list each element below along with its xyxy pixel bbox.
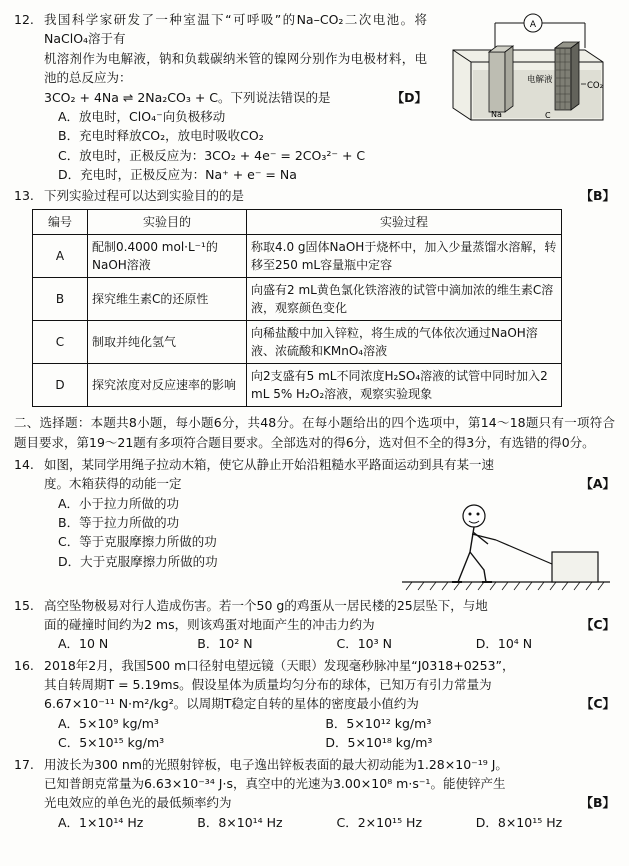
question-14-line-2: 度。木箱获得的动能一定 <box>44 476 182 492</box>
question-12-answer: 【D】 <box>391 89 427 105</box>
question-17-option-d[interactable]: D．8×10¹⁵ Hz <box>475 814 563 830</box>
question-17-line-3: 光电效应的单色光的最低频率约为 <box>44 795 232 811</box>
row-a-process: 称取4.0 g固体NaOH于烧杯中，加入少量蒸馏水溶解，转移至250 mL容量瓶中定容 <box>247 234 562 277</box>
question-16 <box>14 656 615 753</box>
pulling-box-svg <box>400 494 615 594</box>
question-15-options <box>58 634 615 653</box>
row-c-purpose: 制取并纯化氢气 <box>88 320 247 363</box>
question-15-line-2: 面的碰撞时间约为2 ms，则该鸡蛋对地面产生的冲击力约为 <box>44 616 375 632</box>
figure-na-co2-battery <box>435 12 615 130</box>
question-13 <box>14 186 615 205</box>
table-row <box>33 363 562 406</box>
table-row <box>33 320 562 363</box>
question-16-option-b[interactable]: B．5×10¹² kg/m³ <box>325 715 432 731</box>
question-16-option-c[interactable]: C．5×10¹⁵ kg/m³ <box>58 735 165 751</box>
question-15-option-d[interactable]: D．10⁴ N <box>475 636 533 652</box>
question-17-option-b[interactable]: B．8×10¹⁴ Hz <box>197 814 283 830</box>
question-16-options-row1 <box>58 714 615 733</box>
question-15-option-c[interactable]: C．10³ N <box>336 636 392 652</box>
section-label: 二、选择题： <box>14 414 91 430</box>
question-17-option-a[interactable]: A．1×10¹⁴ Hz <box>58 814 144 830</box>
question-16-option-a[interactable]: A．5×10⁹ kg/m³ <box>58 715 159 731</box>
question-13-number: 13. <box>14 188 34 204</box>
row-d-purpose: 探究浓度对反应速率的影响 <box>88 363 247 406</box>
row-b-purpose: 探究维生素C的还原性 <box>88 277 247 320</box>
electrolyte-label: 电解液 <box>527 75 553 85</box>
figure-pulling-box <box>400 494 615 594</box>
question-16-line-1: 2018年2月，我国500 m口径射电望远镜（天眼）发现毫秒脉冲星“J0318+0253”， <box>44 657 515 673</box>
table-header-purpose: 实验目的 <box>88 209 247 234</box>
question-14 <box>14 455 615 594</box>
question-16-options-row2 <box>58 733 615 752</box>
question-15-number: 15. <box>14 597 34 613</box>
question-12-option-c[interactable]: C．放电时，正极反应为：3CO₂ + 4e⁻ = 2CO₃²⁻ + C <box>58 147 366 163</box>
question-17-answer: 【B】 <box>580 795 615 811</box>
section-text: 本题共8小题，每小题6分，共48分。在每小题给出的四个选项中，第14～18题只有一项符合题目要求，第19～21题有多项符合题目要求。全部选对的得6分，选对但不全的得3分，有选错的得0分。 <box>14 414 615 450</box>
question-12-option-d[interactable]: D．充电时，正极反应为：Na⁺ + e⁻ = Na <box>58 167 297 182</box>
question-17-number: 17. <box>14 756 34 772</box>
c-label: C <box>545 111 551 120</box>
row-c-process: 向稀盐酸中加入锌粒，将生成的气体依次通过NaOH溶液、浓硫酸和KMnO₄溶液 <box>247 320 562 363</box>
question-17-line-1: 用波长为300 nm的光照射锌板，电子逸出锌板表面的最大初动能为1.28×10⁻¹⁹ J。 <box>44 756 508 772</box>
table-header-id: 编号 <box>33 209 88 234</box>
question-14-option-a[interactable]: A．小于拉力所做的功 <box>58 495 180 511</box>
na-label: Na <box>491 110 502 119</box>
question-12-line-3: 3CO₂ + 4Na ⇌ 2Na₂CO₃ + C。下列说法错误的是 <box>44 89 331 105</box>
question-17 <box>14 755 615 833</box>
row-d-process: 向2支盛有5 mL不同浓度H₂SO₄溶液的试管中同时加入2 mL 5% H₂O₂溶液，观察实验现象 <box>247 363 562 406</box>
question-16-option-d[interactable]: D．5×10¹⁸ kg/m³ <box>325 735 433 751</box>
question-12 <box>14 10 615 184</box>
question-17-line-2: 已知普朗克常量为6.63×10⁻³⁴ J·s，真空中的光速为3.00×10⁸ m·s⁻¹。能使锌产生 <box>44 775 506 791</box>
question-12-number: 12. <box>14 12 34 27</box>
table-row <box>33 234 562 277</box>
question-12-option-a[interactable]: A．放电时，ClO₄⁻向负极移动 <box>58 108 226 124</box>
question-17-options <box>58 813 615 832</box>
question-15-line-1: 高空坠物极易对行人造成伤害。若一个50 g的鸡蛋从一居民楼的25层坠下，与地 <box>44 597 488 613</box>
ammeter-label: A <box>529 20 537 30</box>
question-16-number: 16. <box>14 657 34 673</box>
row-b-id: B <box>33 277 88 320</box>
row-d-id: D <box>33 363 88 406</box>
question-15-option-b[interactable]: B．10² N <box>197 636 253 652</box>
row-b-process: 向盛有2 mL黄色氯化铁溶液的试管中滴加浓的维生素C溶液，观察颜色变化 <box>247 277 562 320</box>
question-12-line-2: 机溶剂作为电解液，钠和负载碳纳米管的镍网分别作为电极材料，电池的总反应为： <box>44 50 427 86</box>
co2-label: CO₂ <box>587 81 604 91</box>
question-15 <box>14 596 615 654</box>
question-16-line-3: 6.67×10⁻¹¹ N·m²/kg²。以周期T稳定自转的星体的密度最小值约为 <box>44 696 419 712</box>
question-12-option-b[interactable]: B．充电时释放CO₂，放电时吸收CO₂ <box>58 128 264 144</box>
row-a-purpose: 配制0.4000 mol·L⁻¹的NaOH溶液 <box>88 234 247 277</box>
row-c-id: C <box>33 320 88 363</box>
question-14-answer: 【A】 <box>580 476 615 492</box>
question-14-option-c[interactable]: C．等于克服摩擦力所做的功 <box>58 534 217 550</box>
question-15-option-a[interactable]: A．10 N <box>58 636 109 652</box>
question-17-option-c[interactable]: C．2×10¹⁵ Hz <box>336 814 423 830</box>
table-row <box>33 277 562 320</box>
section-header <box>14 413 615 453</box>
question-13-answer: 【B】 <box>580 188 615 204</box>
experiment-table <box>32 209 562 407</box>
table-header-row <box>33 209 562 234</box>
row-a-id: A <box>33 234 88 277</box>
table-header-process: 实验过程 <box>247 209 562 234</box>
battery-diagram-svg <box>435 12 615 130</box>
question-14-number: 14. <box>14 456 34 472</box>
question-13-stem: 下列实验过程可以达到实验目的的是 <box>44 188 245 204</box>
question-14-option-b[interactable]: B．等于拉力所做的功 <box>58 514 180 530</box>
question-14-option-d[interactable]: D．大于克服摩擦力所做的功 <box>58 553 218 569</box>
question-16-line-2: 其自转周期T = 5.19ms。假设星体为质量均匀分布的球体，已知万有引力常量为 <box>44 677 492 692</box>
question-14-line-1: 如图，某同学用绳子拉动木箱，使它从静止开始沿粗糙水平路面运动到具有某一速 <box>44 456 495 472</box>
question-15-answer: 【C】 <box>580 616 615 632</box>
question-12-line-1: 我国科学家研发了一种室温下“可呼吸”的Na–CO₂二次电池。将NaClO₄溶于有 <box>44 12 427 47</box>
question-16-answer: 【C】 <box>580 696 615 712</box>
